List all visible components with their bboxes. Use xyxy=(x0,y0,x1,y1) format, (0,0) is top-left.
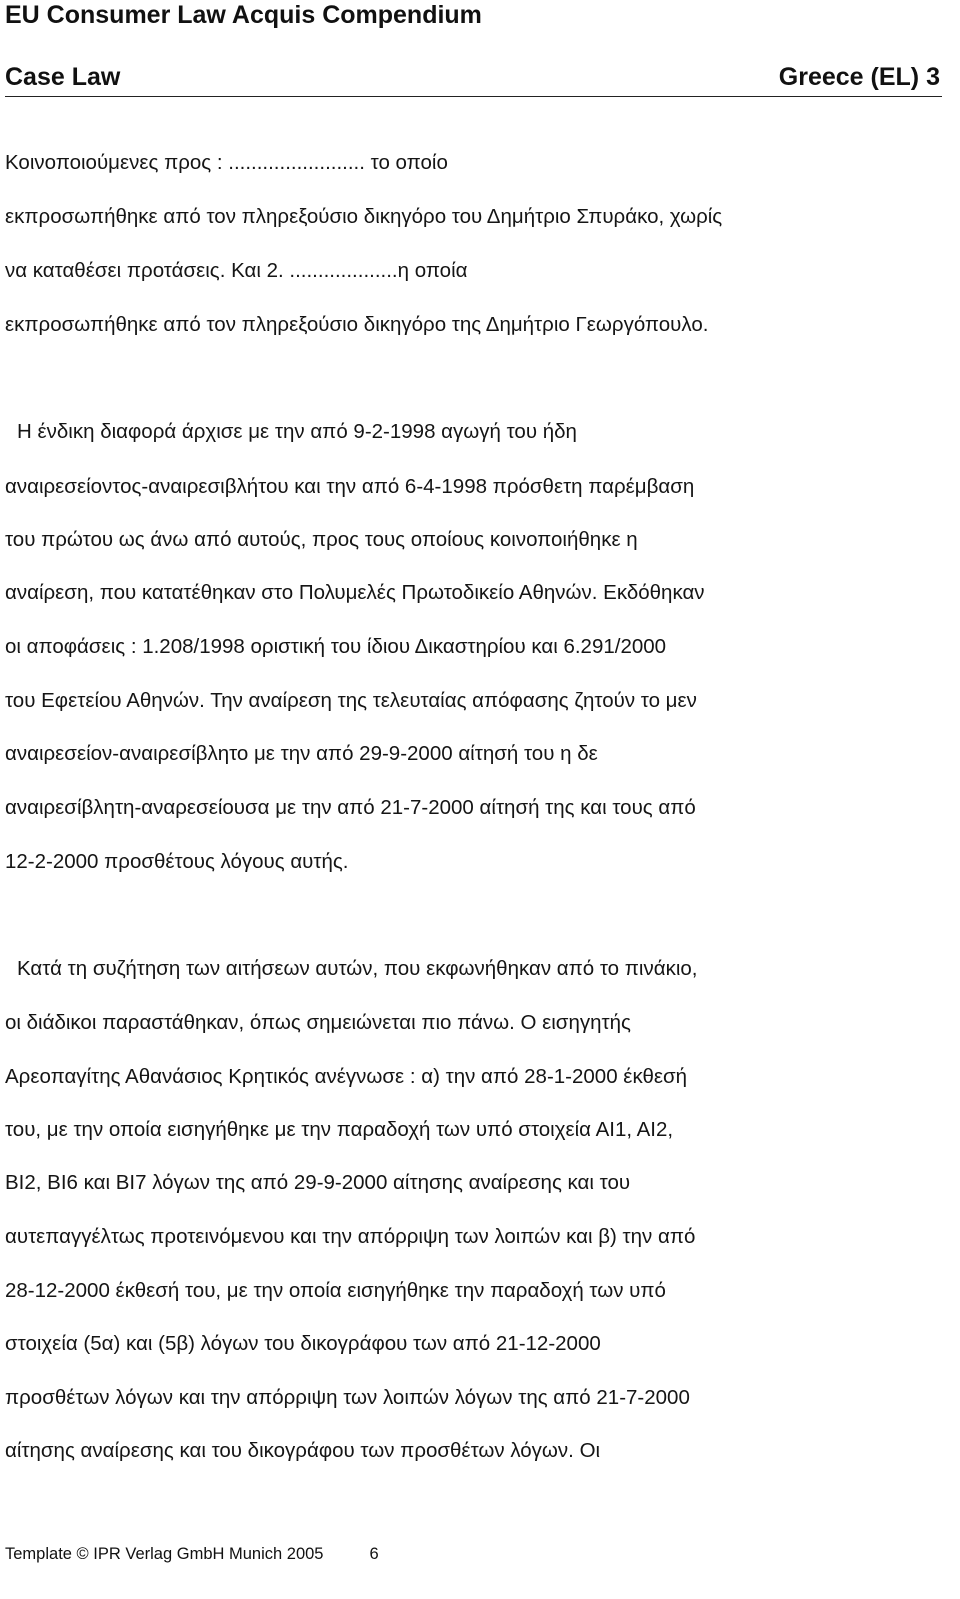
document-title: EU Consumer Law Acquis Compendium xyxy=(5,1,482,29)
text-line: οι διάδικοι παραστάθηκαν, όπως σημειώνεται πιο πάνω. Ο εισηγητής xyxy=(5,1011,631,1034)
header-row xyxy=(5,62,940,92)
text-line: Αρεοπαγίτης Αθανάσιος Κρητικός ανέγνωσε : α) την από 28-1-2000 έκθεσή xyxy=(5,1065,688,1088)
text-line: ΒΙ2, ΒΙ6 και ΒΙ7 λόγων της από 29-9-2000 αίτησης αναίρεσης και του xyxy=(5,1171,631,1194)
header-divider xyxy=(5,96,942,97)
text-line: αναίρεση, που κατατέθηκαν στο Πολυμελές Πρωτοδικείο Αθηνών. Εκδόθηκαν xyxy=(5,581,705,604)
text-line: του Εφετείου Αθηνών. Την αναίρεση της τελευταίας απόφασης ζητούν το μεν xyxy=(5,689,697,712)
text-line: αναιρεσείον-αναιρεσίβλητο με την από 29-9-2000 αίτησή του η δε xyxy=(5,742,598,765)
text-line: 12-2-2000 προσθέτους λόγους αυτής. xyxy=(5,850,349,873)
text-line: εκπροσωπήθηκε από τον πληρεξούσιο δικηγόρο της Δημήτριο Γεωργόπουλο. xyxy=(5,313,709,336)
text-line: Κατά τη συζήτηση των αιτήσεων αυτών, που εκφωνήθηκαν από το πινάκιο, xyxy=(17,957,698,980)
text-line: Η ένδικη διαφορά άρχισε με την από 9-2-1998 αγωγή του ήδη xyxy=(17,420,577,443)
text-line: οι αποφάσεις : 1.208/1998 οριστική του ίδιου Δικαστηρίου και 6.291/2000 xyxy=(5,635,667,658)
text-line: αναιρεσίβλητη-αναρεσείουσα με την από 21-7-2000 αίτησή της και τους από xyxy=(5,796,696,819)
text-line: του πρώτου ως άνω από αυτούς, προς τους οποίους κοινοποιήθηκε η xyxy=(5,528,638,551)
text-line: εκπροσωπήθηκε από τον πληρεξούσιο δικηγόρο του Δημήτριο Σπυράκο, χωρίς xyxy=(5,205,723,228)
section-label: Case Law xyxy=(5,63,121,91)
text-line: προσθέτων λόγων και την απόρριψη των λοιπών λόγων της από 21-7-2000 xyxy=(5,1386,690,1409)
footer-copyright: Template © IPR Verlag GmbH Munich 2005 xyxy=(5,1545,324,1563)
page-footer xyxy=(5,1544,379,1564)
text-line: αίτησης αναίρεσης και του δικογράφου των προσθέτων λόγων. Οι xyxy=(5,1439,601,1462)
page-number: 6 xyxy=(369,1545,379,1563)
text-line: να καταθέσει προτάσεις. Και 2. ...................η οποία xyxy=(5,259,468,282)
country-label xyxy=(779,62,940,92)
text-line: στοιχεία (5α) και (5β) λόγων του δικογράφου των από 21-12-2000 xyxy=(5,1332,601,1355)
text-line: αναιρεσείοντος-αναιρεσιβλήτου και την από 6-4-1998 πρόσθετη παρέμβαση xyxy=(5,475,695,498)
text-line: του, με την οποία εισηγήθηκε με την παραδοχή των υπό στοιχεία ΑΙ1, ΑΙ2, xyxy=(5,1118,674,1141)
text-line: 28-12-2000 έκθεσή του, με την οποία εισηγήθηκε την παραδοχή των υπό xyxy=(5,1279,666,1302)
text-line: Κοινοποιούμενες προς : ........................ το οποίο xyxy=(5,151,448,174)
country-name: Greece (EL) xyxy=(778,63,920,91)
text-line: αυτεπαγγέλτως προτεινόμενου και την απόρριψη των λοιπών και β) την από xyxy=(5,1225,696,1248)
country-number: 3 xyxy=(926,63,940,91)
